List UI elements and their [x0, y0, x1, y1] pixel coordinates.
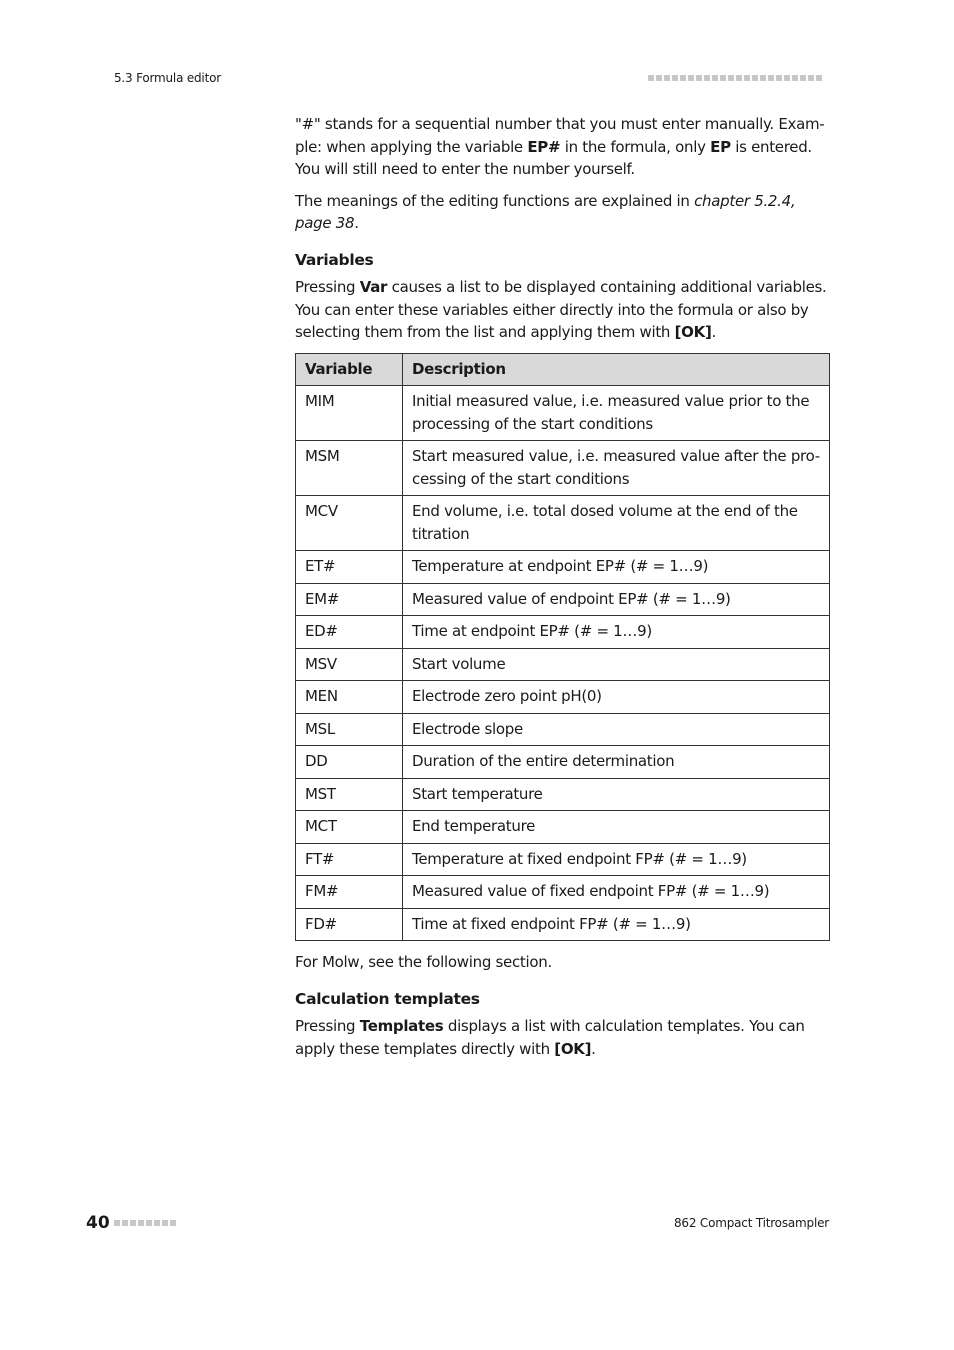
- calculation-templates-heading: Calculation templates: [295, 989, 480, 1008]
- description-cell: Start temperature: [403, 778, 830, 811]
- variable-cell: FT#: [296, 843, 403, 876]
- description-cell: Duration of the entire determination: [403, 746, 830, 779]
- variables-table: [295, 353, 830, 942]
- running-footer-product: 862 Compact Titrosampler: [674, 1216, 829, 1230]
- table-row: [296, 648, 830, 681]
- header-decoration-dots: [648, 75, 822, 81]
- table-header-row: [296, 353, 830, 386]
- column-header-variable: Variable: [296, 353, 403, 386]
- table-row: [296, 386, 830, 441]
- variable-cell: DD: [296, 746, 403, 779]
- description-cell: Temperature at fixed endpoint FP# (# = 1…9): [403, 843, 830, 876]
- description-cell: End temperature: [403, 811, 830, 844]
- table-row: [296, 616, 830, 649]
- table-row: [296, 496, 830, 551]
- description-cell: Temperature at endpoint EP# (# = 1…9): [403, 551, 830, 584]
- column-header-description: Description: [403, 353, 830, 386]
- description-cell: Start measured value, i.e. measured value after the pro-cessing of the start conditions: [403, 441, 830, 496]
- main-content: [295, 113, 830, 1069]
- table-row: [296, 876, 830, 909]
- description-cell: Start volume: [403, 648, 830, 681]
- description-cell: Time at endpoint EP# (# = 1…9): [403, 616, 830, 649]
- variable-cell: EM#: [296, 583, 403, 616]
- intro-paragraph-2: The meanings of the editing functions are explained in chapter 5.2.4, page 38.: [295, 191, 796, 232]
- variable-cell: FD#: [296, 908, 403, 941]
- description-cell: Measured value of fixed endpoint FP# (# = 1…9): [403, 876, 830, 909]
- table-row: [296, 811, 830, 844]
- table-row: [296, 551, 830, 584]
- variable-cell: MSV: [296, 648, 403, 681]
- page-number: 40: [86, 1213, 110, 1233]
- footer-decoration-dots: [114, 1220, 176, 1226]
- ep-term: EP: [710, 137, 731, 156]
- table-row: [296, 778, 830, 811]
- table-row: [296, 908, 830, 941]
- variables-paragraph: Pressing Var causes a list to be displayed containing additional variables. You can enter these variables either directly into the formula or also by selecting them from the list and applying them with [OK].: [295, 278, 827, 341]
- variable-cell: MEN: [296, 681, 403, 714]
- ok-key-term: [OK]: [674, 323, 712, 341]
- variable-cell: FM#: [296, 876, 403, 909]
- ep-hash-term: EP#: [527, 137, 561, 156]
- table-row: [296, 583, 830, 616]
- description-cell: Electrode slope: [403, 713, 830, 746]
- description-cell: Initial measured value, i.e. measured value prior to the processing of the start conditions: [403, 386, 830, 441]
- var-key-term: Var: [359, 278, 388, 296]
- table-row: [296, 843, 830, 876]
- intro-paragraph-1: "#" stands for a sequential number that you must enter manually. Exam-ple: when applying the variable EP# in the formula, only EP is entered. You will still need to enter the number yourself.: [295, 115, 825, 178]
- table-row: [296, 746, 830, 779]
- description-cell: End volume, i.e. total dosed volume at the end of the titration: [403, 496, 830, 551]
- variable-cell: MCT: [296, 811, 403, 844]
- ok-key-term: [OK]: [554, 1039, 592, 1058]
- running-header-section: 5.3 Formula editor: [114, 71, 221, 85]
- description-cell: Measured value of endpoint EP# (# = 1…9): [403, 583, 830, 616]
- molw-note: For Molw, see the following section.: [295, 953, 552, 971]
- description-cell: Time at fixed endpoint FP# (# = 1…9): [403, 908, 830, 941]
- variable-cell: MSM: [296, 441, 403, 496]
- templates-paragraph: Pressing Templates displays a list with calculation templates. You can apply these templates directly with [OK].: [295, 1017, 805, 1058]
- templates-key-term: Templates: [359, 1017, 444, 1035]
- variable-cell: MST: [296, 778, 403, 811]
- table-row: [296, 713, 830, 746]
- variable-cell: ED#: [296, 616, 403, 649]
- variable-cell: MSL: [296, 713, 403, 746]
- chapter-reference-link[interactable]: chapter 5.2.4, page 38: [295, 191, 796, 232]
- table-row: [296, 441, 830, 496]
- table-row: [296, 681, 830, 714]
- variable-cell: MCV: [296, 496, 403, 551]
- variable-cell: MIM: [296, 386, 403, 441]
- variable-cell: ET#: [296, 551, 403, 584]
- description-cell: Electrode zero point pH(0): [403, 681, 830, 714]
- variables-heading: Variables: [295, 250, 374, 269]
